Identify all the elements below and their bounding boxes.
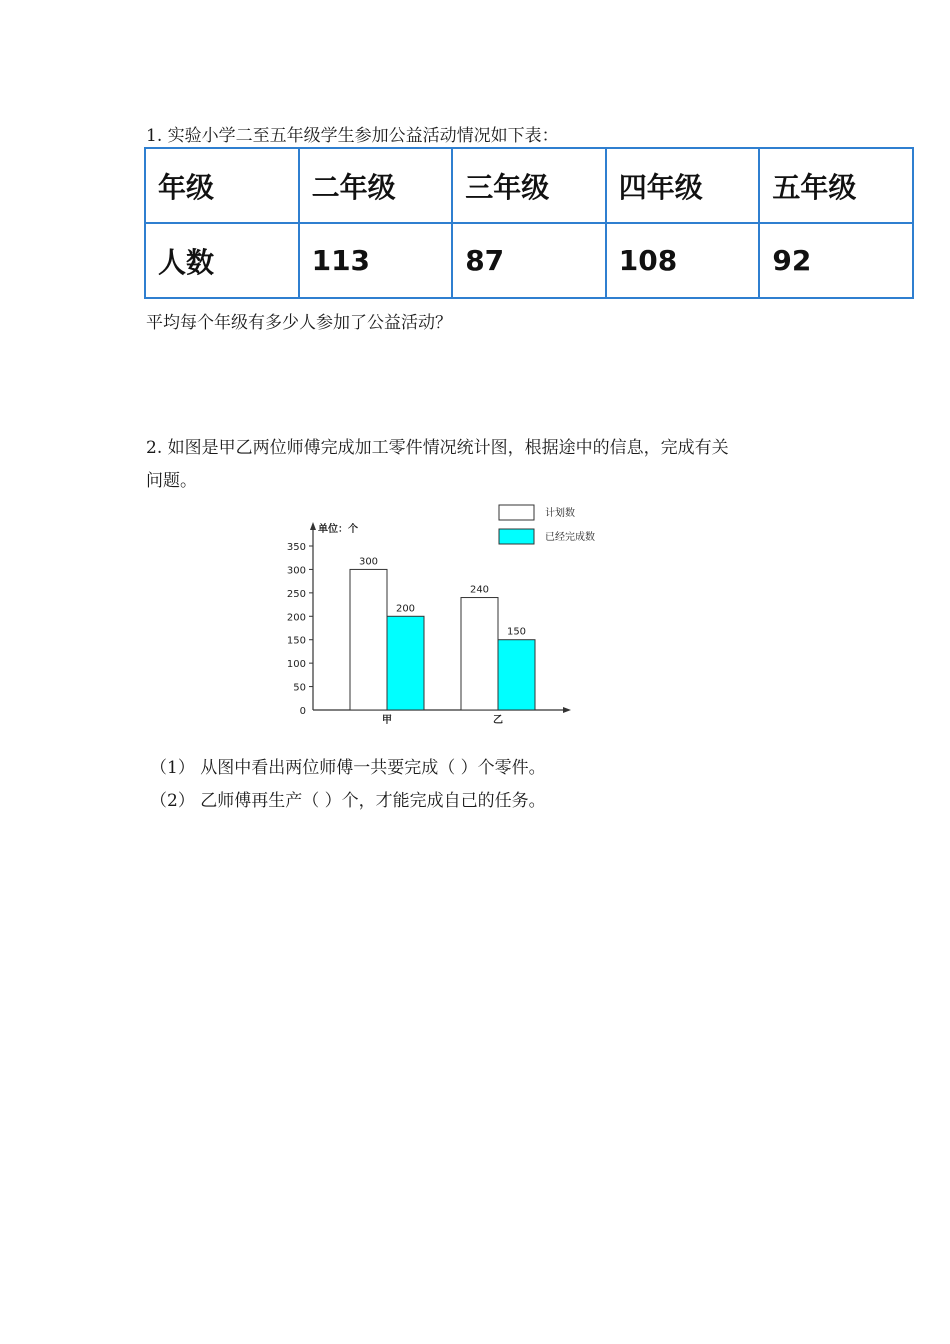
table-cell: 87 — [452, 223, 606, 298]
bar-plan — [350, 569, 387, 710]
table-cell: 108 — [606, 223, 760, 298]
q1-question: 平均每个年级有多少人参加了公益活动？ — [146, 313, 452, 333]
table-cell: 113 — [299, 223, 453, 298]
y-tick-label: 250 — [286, 588, 306, 600]
q2-sub-question-1: （1） 从图中看出两位师傅一共要完成（ ）个零件。 — [150, 758, 546, 778]
y-tick-label: 50 — [293, 682, 306, 694]
header-cell: 三年级 — [452, 148, 606, 223]
data-label: 150 — [506, 626, 527, 638]
bar-plan — [461, 598, 498, 710]
bar-chart — [270, 495, 630, 735]
header-cell: 二年级 — [299, 148, 453, 223]
data-label: 240 — [469, 584, 490, 596]
table-header-row — [145, 148, 913, 223]
category-label: 甲 — [382, 715, 392, 726]
y-tick-label: 200 — [286, 612, 306, 624]
q2-intro-line2: 问题。 — [146, 471, 197, 491]
legend-label: 已经完成数 — [545, 532, 595, 543]
y-axis-arrow — [310, 522, 316, 530]
y-tick-label: 350 — [286, 542, 306, 553]
unit-label: 单位：个 — [318, 524, 358, 535]
q2-sub-question-2: （2） 乙师傅再生产（ ）个，才能完成自己的任务。 — [150, 791, 546, 811]
y-tick-label: 100 — [286, 659, 306, 671]
q1-intro: 1. 实验小学二至五年级学生参加公益活动情况如下表： — [146, 126, 559, 146]
data-label: 300 — [358, 556, 379, 568]
y-tick-label: 0 — [299, 706, 306, 717]
header-cell: 五年级 — [759, 148, 913, 223]
y-tick-label: 300 — [286, 565, 306, 577]
grade-table — [144, 147, 914, 299]
legend-swatch — [499, 529, 534, 544]
header-cell: 年级 — [145, 148, 299, 223]
bar-done — [498, 640, 535, 710]
category-label: 乙 — [493, 715, 503, 726]
q2-intro-line1: 2. 如图是甲乙两位师傅完成加工零件情况统计图，根据途中的信息，完成有关 — [146, 438, 729, 458]
table-row — [145, 223, 913, 298]
header-cell: 四年级 — [606, 148, 760, 223]
x-axis-arrow — [563, 707, 571, 713]
table-cell: 92 — [759, 223, 913, 298]
bar-done — [387, 616, 424, 710]
data-label: 200 — [395, 603, 416, 615]
y-tick-label: 150 — [286, 635, 306, 647]
legend-swatch — [499, 505, 534, 520]
legend-label: 计划数 — [545, 508, 575, 519]
table-cell: 人数 — [145, 223, 299, 298]
